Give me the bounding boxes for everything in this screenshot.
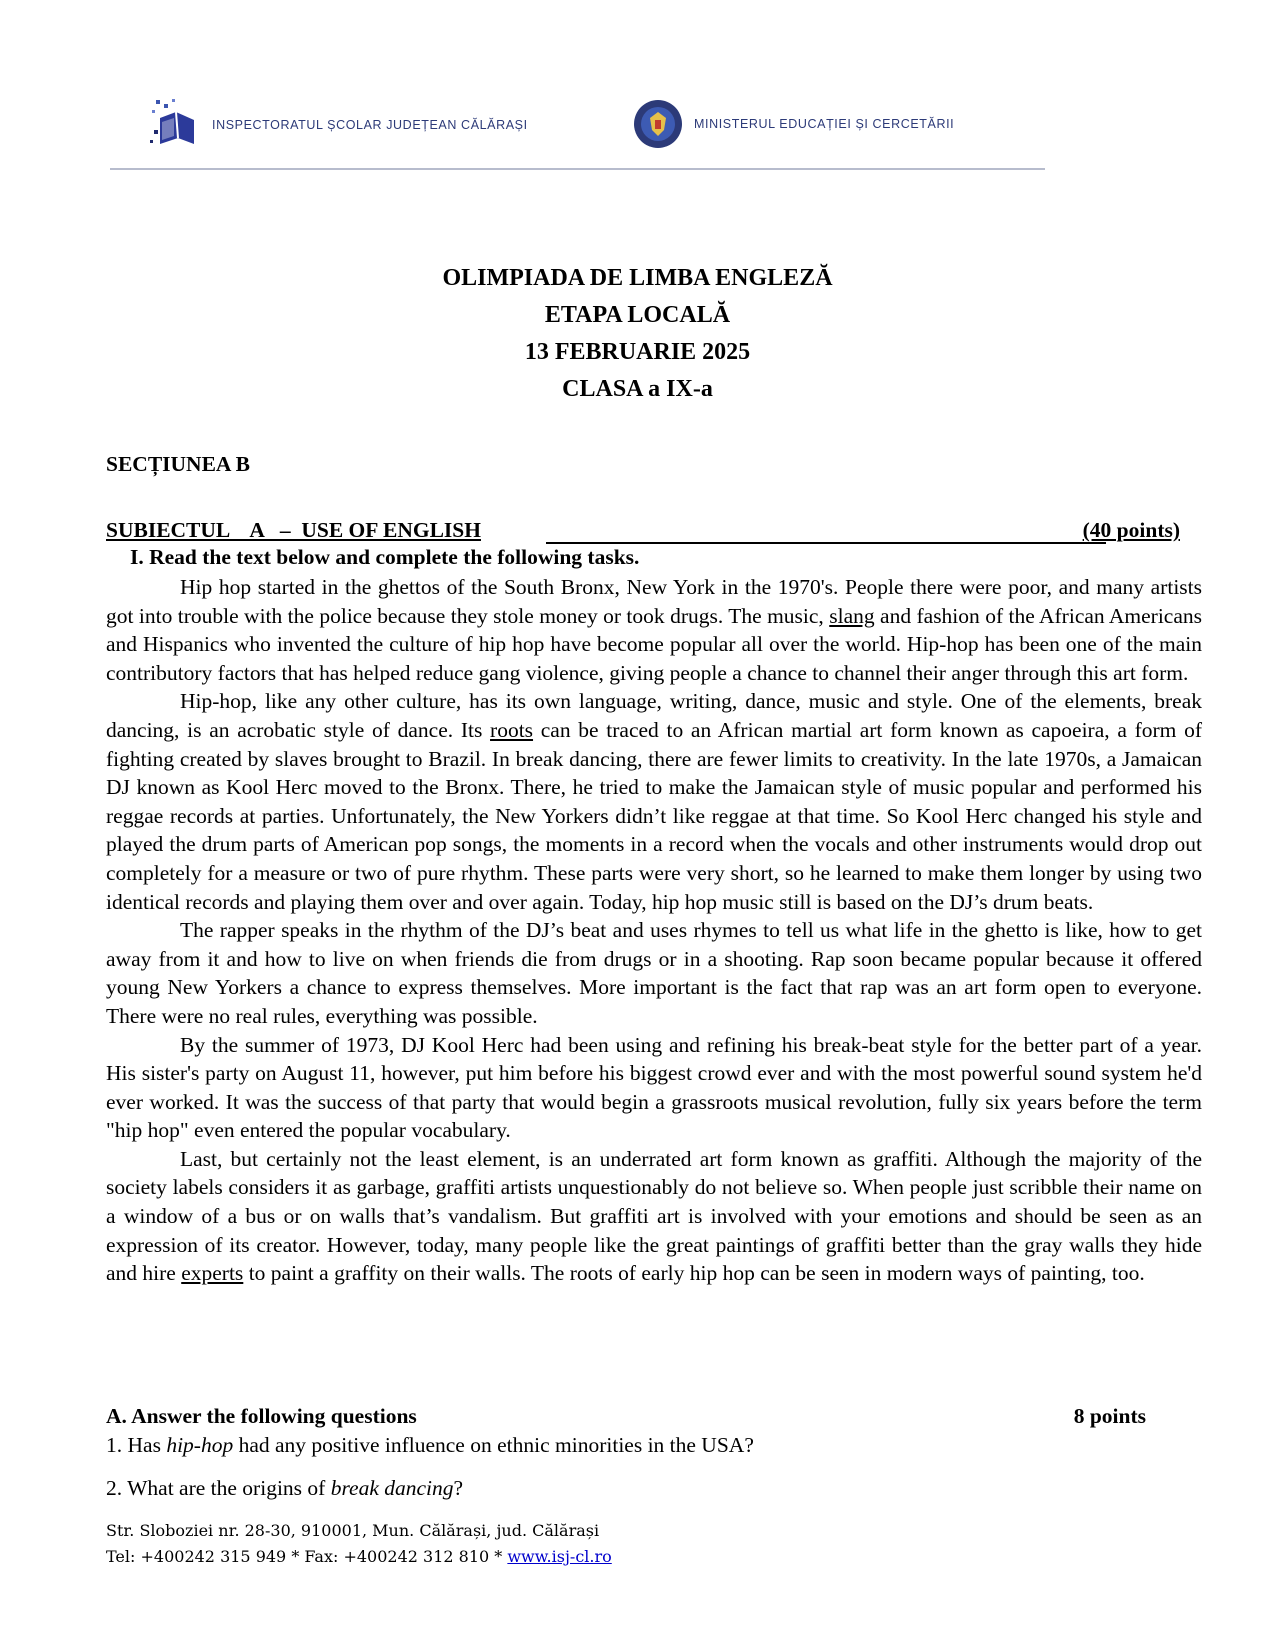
part-a-points: 8 points	[1073, 1404, 1146, 1428]
isj-branding	[150, 98, 528, 152]
ministry-name: MINISTERUL EDUCAȚIEI ȘI CERCETĂRII	[694, 117, 955, 131]
underlined-word-experts: experts	[181, 1261, 244, 1286]
subject-label: SUBIECTUL A – USE OF ENGLISH	[106, 518, 481, 542]
subject-points: (40 points)	[1082, 518, 1180, 542]
isj-name: INSPECTORATUL ȘCOLAR JUDEȚEAN CĂLĂRAȘI	[212, 118, 528, 132]
paragraph-2: Hip-hop, like any other culture, has its own language, writing, dance, music and style. One of the elements, break dancing, is an acrobatic style of dance. Its roots can be traced to an African martial art form known as capoeira, a form of fighting created by slaves brought to Brazil. In break dancing, there are fewer limits to creativity. In the late 1970s, a Jamaican DJ known as Kool Herc moved to the Bronx. There, he tried to make the Jamaican style of music popular and performed his reggae records at parties. Unfortunately, the New Yorkers didn’t like reggae at that time. So Kool Herc changed his style and played the drum parts of American pop songs, the moments in a record when the vocals and other instruments would drop out completely for a measure or two of pure rhythm. These parts were very short, so he learned to make them longer by using two identical records and playing them over and over again. Today, hip hop music still is based on the DJ’s drum beats.	[106, 689, 1202, 914]
page-header	[110, 88, 1045, 174]
header-divider	[110, 168, 1045, 170]
section-heading: SECȚIUNEA B	[106, 452, 250, 476]
question-1: 1. Has hip-hop had any positive influence on ethnic minorities in the USA?	[106, 1433, 754, 1457]
subject-underline	[546, 542, 1106, 544]
page-footer	[106, 1518, 612, 1570]
date-title: 13 FEBRUARIE 2025	[524, 339, 751, 365]
part-a-title: A. Answer the following questions	[106, 1404, 417, 1428]
class-title: CLASA a IX-a	[562, 376, 713, 402]
question-2: 2. What are the origins of break dancing?	[106, 1476, 464, 1500]
underlined-word-roots: roots	[490, 717, 534, 742]
paragraph-1: Hip hop started in the ghettos of the South Bronx, New York in the 1970's. People there were poor, and many artists got into trouble with the police because they stole money or took drugs. The music, slang and fashion of the African Americans and Hispanics who invented the culture of hip hop have become popular all over the world. Hip-hop has been one of the main contributory factors that has helped reduce gang violence, giving people a chance to channel their anger through this art form.	[106, 575, 1203, 685]
ministry-branding	[632, 98, 954, 150]
underlined-word-slang: slang	[829, 603, 875, 628]
isj-logo-icon	[150, 98, 202, 152]
ministry-seal-icon	[632, 98, 684, 150]
paragraph-3: The rapper speaks in the rhythm of the DJ’s beat and uses rhymes to tell us what life in the ghetto is like, how to get away from it and how to live on when friends die from drugs or in a shooting. Rap soon became popular because it offered young New Yorkers a chance to express themselves. More important is the fact that rap was an art form open to everyone. There were no real rules, everything was possible.	[106, 918, 1202, 1028]
footer-address: Str. Sloboziei nr. 28-30, 910001, Mun. Călărași, jud. Călărași	[106, 1521, 600, 1540]
subject-heading	[106, 518, 1180, 548]
website-link[interactable]: www.isj-cl.ro	[507, 1547, 612, 1566]
stage-title: ETAPA LOCALĂ	[544, 302, 731, 328]
part-a-heading	[106, 1404, 1146, 1429]
footer-contact: Tel: +400242 315 949 * Fax: +400242 312 810 * www.isj-cl.ro	[106, 1547, 612, 1566]
paragraph-4: By the summer of 1973, DJ Kool Herc had been using and refining his break-beat style for the better part of a year. His sister's party on August 11, however, put him before his biggest crowd ever and with the most powerful sound system he'd ever worked. It was the success of that party that would begin a grassroots musical revolution, fully six years before the term "hip hop" even entered the popular vocabulary.	[106, 1032, 1202, 1143]
reading-text	[106, 573, 1202, 1288]
task-instruction: I. Read the text below and complete the following tasks.	[130, 545, 640, 569]
olympiad-title: OLIMPIADA DE LIMBA ENGLEZĂ	[442, 265, 833, 291]
paragraph-5: Last, but certainly not the least element, is an underrated art form known as graffiti. Although the majority of the society labels considers it as garbage, graffiti artists unquestionably do not believe so. When people just scribble their name on a window of a bus or on walls that’s vandalism. But graffiti art is involved with your emotions and should be seen as an expression of its creator. However, today, many people like the great paintings of graffiti better than the gray walls they hide and hire experts to paint a graffity on their walls. The roots of early hip hop can be seen in modern ways of painting, too.	[106, 1146, 1202, 1286]
